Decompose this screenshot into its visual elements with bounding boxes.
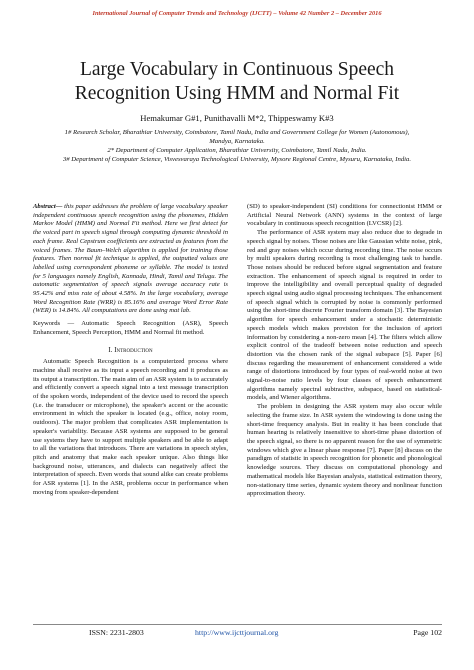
abstract (33, 203, 228, 316)
affiliations (60, 128, 414, 164)
body-paragraph-2: The performance of ASR system may also reduce due to degrade in speech signal by noises. Those noises are like Gaussian white noise, pink, red and gray noises which occur during recording time. The noise occurs by multi speakers during recording is most challenging task to handle. Those noises should be reduced before signal segmentation and feature extraction. The enhancement of speech signal is required in order to improve the intelligibility and overall perceptual quality of degraded speech signal using audio signal processing techniques. The enhancement of speech signal which is corrupted by noise is commonly performed using the short-time discrete Fourier transform domain [3]. The Bayesian algorithm for speech enhancement under a stochastic deterministic speech models which makes provision for the inclusion of apriori information by considering a non-zero mean [4]. The filters which allow explicit control of the tradeoff between noise reduction and speech distortion via the chosen rank of the signal subspace [5]. Paper [6] discuss regarding the measurement of enhancement considered a wide range of distortions introduced by four types of real-world noise at two signal-to-noise ratio levels by four classes of speech enhancement algorithms namely spectral subtractive, subspace, based on statistical-models, and Wiener algorithms. (247, 229, 442, 402)
right-column (247, 203, 442, 499)
body-paragraph-1: (SD) to speaker-independent (SI) conditions for connectionist HMM or Artificial Neural Network (ANN) systems in the context of large vocabulary in continuous speech recognition (LVCSR) [2]. (247, 203, 442, 228)
paper-title: Large Vocabulary in Continuous Speech Recognition Using HMM and Normal Fit (74, 59, 400, 104)
affiliation-3: 3# Department of Computer Science, Visvesvaraya Technological University, Mysore Regional Centre, Mysuru, Karnataka, India. (62, 156, 412, 163)
left-column (33, 203, 228, 498)
intro-paragraph: Automatic Speech Recognition is a computerized process where machine shall receive as its input a speech recording and it produces as its output a transcription. The main aim of an ASR system is to accurately and efficiently convert a speech signal into a text message transcription of the spoken words, independent of the device used to record the speech (i.e. the transducer or microphone), the speaker's accent or the acoustic environment in which the speaker is located (e.g., office, noisy room, outdoors). The major problem that complicates ASR implementation is speaker's variability. Because ASR systems are supposed to be general use systems they have to support multiple speakers and be able to adapt to all the variations that introduces. There are variations in speech styles, pitch and anatomy that make each speaker unique. Also things like background noise, utterances, and dialects can negatively affect the interpretation of speech. Even words that sound alike can create problems for ASR systems [1]. In the ASR, problems occur in performance when moving from speaker-dependent (33, 358, 228, 496)
issn-label: ISSN: 2231-2803 (89, 628, 144, 637)
abstract-text: this paper addresses the problem of large vocabulary speaker independent continuous speech recognition using the phonemes, Hidden Markov Model (HMM) and Normal Fit method. Here we first detect for the voiced part in speech signal through computing dynamic threshold in each frame. Real Cepstrum coefficients are extracted as features from the voiced frames. The Baum–Welch algorithm is applied for training those features. Then normal fit technique is applied, the outputted values are labelled using correspondent phoneme or syllable. The model is tested for 5 languages namely English, Kannada, Hindi, Tamil and Telugu. The automatic segmentation of speech signals average accuracy rate is 95.42% and miss rate of about 4.58%. In the large vocabulary, average Word Recognition Rate (WRR) is 85.16% and average Word Error Rate (WER) is 14.84%. All computations are done using mat lab. (33, 203, 228, 315)
body-paragraph-3: The problem in designing the ASR system may also occur while selecting the frame size. In ASR system the windowing is done using the short-time frequency analysis. But in reality it has been conclude that human hearing is relatively insensitive to short-time phase distortion of the speech signal, so there is no apparent reason for the use of symmetric windows which give a linear phase response [7]. Paper [8] discuss on the paradigm of statistic in speech recognition for phonetic and phonological knowledge sources. They discuss on computational phonology and mathematical models like Bayesian analysis, statistical estimation theory, non-stationary time series, dynamic system theory and nonlinear function approximation theory. (247, 403, 442, 498)
page-footer (33, 628, 442, 640)
author-list: Hemakumar G#1, Punithavalli M*2, Thippeswamy K#3 (140, 113, 334, 123)
section-heading-introduction: I. Introduction (108, 345, 153, 354)
affiliation-1: 1# Research Scholar, Bharathiar University, Coimbatore, Tamil Nadu, India and Government College for Women (Autonomous), Mandya, Karnataka. (64, 129, 410, 145)
abstract-label: Abstract— (33, 203, 63, 210)
page-number: Page 102 (413, 628, 442, 637)
footer-divider (33, 624, 442, 625)
journal-header: International Journal of Computer Trends and Technology (IJCTT) – Volume 42 Number 2 – December 2016 (92, 10, 382, 17)
keywords: Keywords — Automatic Speech Recognition (ASR), Speech Enhancement, Speech Perception, HMM and Normal fit method. (33, 320, 228, 336)
affiliation-2: 2* Department of Computer Application, Bharathiar University, Coimbatore, Tamil Nadu, India. (107, 147, 367, 154)
journal-url-link[interactable]: http://www.ijcttjournal.org (195, 628, 279, 637)
